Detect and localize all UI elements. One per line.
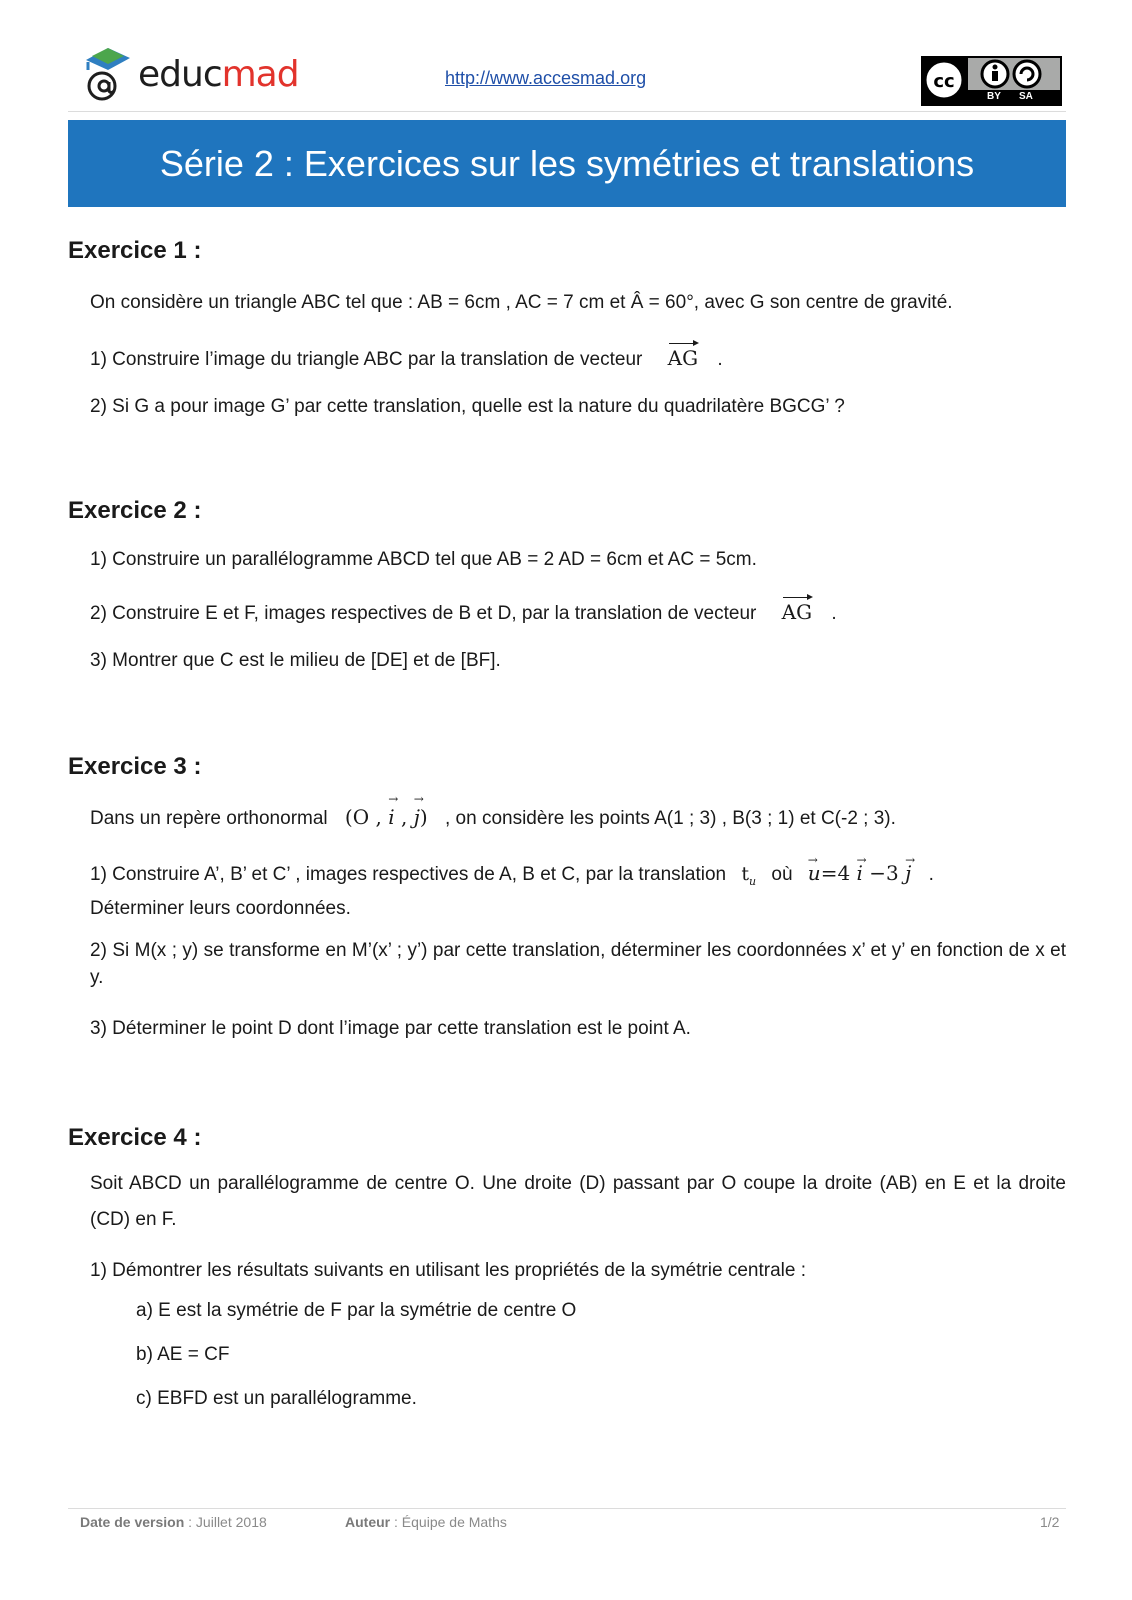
- exercise-2-title: Exercice 2 :: [68, 497, 202, 524]
- title-banner: [68, 120, 1066, 207]
- exercise-4-item-a: a) E est la symétrie de F par la symétrie de centre O: [136, 1300, 577, 1321]
- exercise-4-intro: Soit ABCD un parallélogramme de centre O. Une droite (D) passant par O coupe la droite (AB) en E et la droite (CD) en F.: [90, 1173, 1066, 1230]
- logo-icon: [78, 46, 136, 108]
- exercise-4-item-b: b) AE = CF: [136, 1344, 230, 1365]
- exercise-3-intro: Dans un repère orthonormal (O , i → , j →) , on considère les points A(1 ; 3) , B(3 ; 1) et C(-2 ; 3).: [90, 805, 896, 830]
- exercise-2-question-2: 2) Construire E et F, images respectives de B et D, par la translation de vecteur AG .: [90, 600, 837, 624]
- footer-page-number: 1/2: [1040, 1514, 1060, 1530]
- exercise-4-item-c: c) EBFD est un parallélogramme.: [136, 1388, 417, 1409]
- vector-ag: AG: [781, 600, 813, 624]
- exercise-1-intro: On considère un triangle ABC tel que : AB = 6cm , AC = 7 cm et Â = 60°, avec G son centre de gravité.: [90, 292, 953, 313]
- exercise-3-question-1: 1) Construire A’, B’ et C’ , images respectives de A, B et C, par la translation $t_u$ où u →=4 i → −3 j → . Déterminer leurs coordonnées.: [90, 860, 1066, 922]
- cc-by-label: BY: [987, 91, 1001, 102]
- exercise-2-question-1: 1) Construire un parallélogramme ABCD tel que AB = 2 AD = 6cm et AC = 5cm.: [90, 549, 757, 570]
- footer-divider: [68, 1508, 1066, 1509]
- header-divider: [68, 111, 1066, 112]
- svg-text:cc: cc: [933, 71, 955, 92]
- exercise-3-question-3: 3) Déterminer le point D dont l’image par cette translation est le point A.: [90, 1018, 691, 1039]
- footer-version: Date de version : Juillet 2018: [80, 1514, 267, 1530]
- educmad-logo: [78, 46, 308, 108]
- footer-author: Auteur : Équipe de Maths: [345, 1514, 507, 1530]
- site-link[interactable]: http://www.accesmad.org: [445, 68, 647, 88]
- exercise-4-title: Exercice 4 :: [68, 1124, 202, 1151]
- page-title: Série 2 : Exercices sur les symétries et translations: [159, 142, 975, 184]
- cc-license-badge: [921, 56, 1062, 106]
- exercise-1-question-1: 1) Construire l’image du triangle ABC par la translation de vecteur AG .: [90, 346, 723, 370]
- page-header: [68, 40, 1066, 114]
- exercise-3-title: Exercice 3 :: [68, 753, 202, 780]
- exercise-4-question-1: 1) Démontrer les résultats suivants en utilisant les propriétés de la symétrie centrale :: [90, 1260, 806, 1281]
- exercise-1-question-2: 2) Si G a pour image G’ par cette translation, quelle est la nature du quadrilatère BGCG’ ?: [90, 396, 845, 417]
- exercise-2-question-3: 3) Montrer que C est le milieu de [DE] et de [BF].: [90, 650, 501, 671]
- exercise-1-title: Exercice 1 :: [68, 237, 202, 264]
- translation-symbol: $t_u$: [741, 863, 757, 888]
- logo-wordmark: educmad: [138, 54, 299, 95]
- vector-ag: AG: [667, 346, 699, 370]
- coordinate-frame-formula: (O , i → , j →): [345, 805, 428, 829]
- cc-sa-label: SA: [1019, 91, 1033, 102]
- vector-u-formula: u →=4 i → −3 j →: [808, 861, 912, 885]
- exercise-3-question-2: 2) Si M(x ; y) se transforme en M’(x’ ; y’) par cette translation, déterminer les coordonnées x’ et y’ en fonction de x et y.: [90, 940, 1066, 988]
